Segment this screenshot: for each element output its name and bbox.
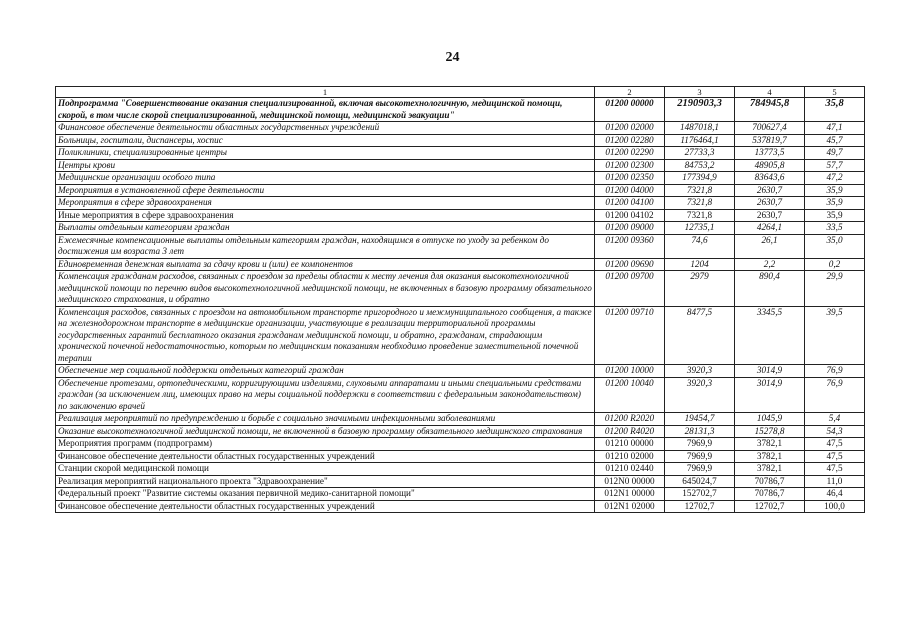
row-percent-value: 76,9: [805, 365, 865, 378]
row-name: Иные мероприятия в сфере здравоохранения: [56, 209, 595, 222]
row-percent-value: 11,0: [805, 475, 865, 488]
column-number-3: 3: [665, 87, 735, 98]
row-plan-value: 645024,7: [665, 475, 735, 488]
table-row: [56, 438, 865, 451]
row-name: Реализация мероприятий национального проекта "Здравоохранение": [56, 475, 595, 488]
row-name: Ежемесячные компенсационные выплаты отдельным категориям граждан, находящимся в отпуске по уходу за ребенком до достижения им возраста 3 лет: [56, 234, 595, 258]
row-fact-value: 2630,7: [735, 197, 805, 210]
row-code: 01200 10000: [595, 365, 665, 378]
row-plan-value: 84753,2: [665, 159, 735, 172]
table-row: [56, 271, 865, 307]
budget-table-body: [56, 87, 865, 513]
row-percent-value: 47,5: [805, 463, 865, 476]
row-plan-value: 3920,3: [665, 377, 735, 413]
column-number-5: 5: [805, 87, 865, 98]
row-fact-value: 3782,1: [735, 438, 805, 451]
row-code: 01200 R4020: [595, 425, 665, 438]
row-percent-value: 35,0: [805, 234, 865, 258]
row-name: Подпрограмма "Совершенствование оказания специализированной, включая высокотехнологичную, медицинской помощи, скорой, в том числе скорой специализированной, медицинской помощи, медицинской эвакуации": [56, 98, 595, 122]
row-percent-value: 5,4: [805, 413, 865, 426]
row-plan-value: 2190903,3: [665, 98, 735, 122]
row-percent-value: 33,5: [805, 222, 865, 235]
table-row: [56, 134, 865, 147]
row-fact-value: 48905,8: [735, 159, 805, 172]
row-plan-value: 8477,5: [665, 306, 735, 365]
row-code: 01200 09000: [595, 222, 665, 235]
row-name: Единовременная денежная выплата за сдачу крови и (или) ее компонентов: [56, 258, 595, 271]
row-plan-value: 7321,8: [665, 209, 735, 222]
row-plan-value: 12702,7: [665, 500, 735, 513]
row-percent-value: 57,7: [805, 159, 865, 172]
table-row: [56, 306, 865, 365]
table-row: [56, 365, 865, 378]
row-percent-value: 47,5: [805, 450, 865, 463]
row-fact-value: 2630,7: [735, 184, 805, 197]
row-fact-value: 83643,6: [735, 172, 805, 185]
table-row: [56, 413, 865, 426]
row-percent-value: 76,9: [805, 377, 865, 413]
row-code: 01200 02290: [595, 147, 665, 160]
column-number-4: 4: [735, 87, 805, 98]
row-code: 01200 04000: [595, 184, 665, 197]
row-fact-value: 26,1: [735, 234, 805, 258]
row-code: 01210 02440: [595, 463, 665, 476]
row-plan-value: 7969,9: [665, 438, 735, 451]
row-fact-value: 70786,7: [735, 488, 805, 501]
row-percent-value: 49,7: [805, 147, 865, 160]
budget-table: [55, 86, 865, 513]
row-name: Федеральный проект "Развитие системы оказания первичной медико-санитарной помощи": [56, 488, 595, 501]
row-plan-value: 152702,7: [665, 488, 735, 501]
row-percent-value: 100,0: [805, 500, 865, 513]
row-percent-value: 47,1: [805, 122, 865, 135]
table-row: [56, 377, 865, 413]
row-code: 01200 09690: [595, 258, 665, 271]
row-name: Финансовое обеспечение деятельности областных государственных учреждений: [56, 450, 595, 463]
table-row: [56, 450, 865, 463]
column-number-1: 1: [56, 87, 595, 98]
row-percent-value: 35,9: [805, 184, 865, 197]
row-code: 01210 00000: [595, 438, 665, 451]
row-name: Мероприятия программ (подпрограмм): [56, 438, 595, 451]
row-plan-value: 7321,8: [665, 184, 735, 197]
column-number-2: 2: [595, 87, 665, 98]
row-name: Мероприятия в установленной сфере деятельности: [56, 184, 595, 197]
row-fact-value: 784945,8: [735, 98, 805, 122]
row-code: 01200 09700: [595, 271, 665, 307]
row-name: Финансовое обеспечение деятельности областных государственных учреждений: [56, 500, 595, 513]
row-plan-value: 1487018,1: [665, 122, 735, 135]
row-plan-value: 7969,9: [665, 450, 735, 463]
row-plan-value: 7969,9: [665, 463, 735, 476]
row-plan-value: 12735,1: [665, 222, 735, 235]
row-code: 012N1 00000: [595, 488, 665, 501]
row-code: 01200 02300: [595, 159, 665, 172]
row-fact-value: 1045,9: [735, 413, 805, 426]
row-fact-value: 15278,8: [735, 425, 805, 438]
row-name: Компенсация гражданам расходов, связанных с проездом за пределы области к месту лечения для оказания высокотехнологичной медицинской помощи по перечню видов высокотехнологичной медицинской помощи, не включенных в базовую программу обязательного медицинского страхования, и обратно: [56, 271, 595, 307]
row-fact-value: 700627,4: [735, 122, 805, 135]
row-name: Больницы, госпитали, диспансеры, хоспис: [56, 134, 595, 147]
row-code: 01200 02280: [595, 134, 665, 147]
row-plan-value: 2979: [665, 271, 735, 307]
row-plan-value: 28131,3: [665, 425, 735, 438]
row-code: 012N1 02000: [595, 500, 665, 513]
row-code: 012N0 00000: [595, 475, 665, 488]
row-code: 01200 00000: [595, 98, 665, 122]
row-fact-value: 3014,9: [735, 365, 805, 378]
table-row: [56, 258, 865, 271]
table-row: [56, 500, 865, 513]
table-row: [56, 159, 865, 172]
row-plan-value: 177394,9: [665, 172, 735, 185]
row-code: 01200 02000: [595, 122, 665, 135]
row-plan-value: 3920,3: [665, 365, 735, 378]
row-name: Реализация мероприятий по предупреждению и борьбе с социально значимыми инфекционными заболеваниями: [56, 413, 595, 426]
row-fact-value: 3782,1: [735, 463, 805, 476]
row-percent-value: 46,4: [805, 488, 865, 501]
table-row: [56, 475, 865, 488]
row-percent-value: 29,9: [805, 271, 865, 307]
row-fact-value: 3014,9: [735, 377, 805, 413]
page-number: 24: [445, 50, 460, 65]
row-plan-value: 19454,7: [665, 413, 735, 426]
table-row: [56, 98, 865, 122]
row-percent-value: 35,9: [805, 209, 865, 222]
row-name: Компенсация расходов, связанных с проездом на автомобильном транспорте пригородного и межмуниципального сообщения, а также на железнодорожном транспорте в медицинские организации, участвующие в реализации территориальной программы государственных гарантий бесплатного оказания гражданам медицинской помощи, и обратно, гражданам, страдающим хронической почечной недостаточностью, которым по медицинским показаниям необходимо проведение заместительной почечной терапии: [56, 306, 595, 365]
row-percent-value: 0,2: [805, 258, 865, 271]
row-code: 01200 04102: [595, 209, 665, 222]
row-name: Обеспечение мер социальной поддержки отдельных категорий граждан: [56, 365, 595, 378]
row-percent-value: 54,3: [805, 425, 865, 438]
row-plan-value: 1176464,1: [665, 134, 735, 147]
table-row: [56, 184, 865, 197]
row-percent-value: 47,5: [805, 438, 865, 451]
table-row: [56, 147, 865, 160]
row-fact-value: 70786,7: [735, 475, 805, 488]
row-code: 01200 10040: [595, 377, 665, 413]
column-number-row: [56, 87, 865, 98]
row-percent-value: 35,8: [805, 98, 865, 122]
table-row: [56, 222, 865, 235]
table-row: [56, 209, 865, 222]
row-plan-value: 74,6: [665, 234, 735, 258]
row-name: Центры крови: [56, 159, 595, 172]
row-percent-value: 39,5: [805, 306, 865, 365]
table-row: [56, 197, 865, 210]
row-code: 01200 04100: [595, 197, 665, 210]
row-name: Выплаты отдельным категориям граждан: [56, 222, 595, 235]
row-code: 01200 09710: [595, 306, 665, 365]
row-fact-value: 13773,5: [735, 147, 805, 160]
row-percent-value: 35,9: [805, 197, 865, 210]
row-fact-value: 3782,1: [735, 450, 805, 463]
table-row: [56, 425, 865, 438]
row-plan-value: 27733,3: [665, 147, 735, 160]
row-plan-value: 1204: [665, 258, 735, 271]
row-name: Финансовое обеспечение деятельности областных государственных учреждений: [56, 122, 595, 135]
row-name: Поликлиники, специализированные центры: [56, 147, 595, 160]
row-name: Станции скорой медицинской помощи: [56, 463, 595, 476]
row-percent-value: 47,2: [805, 172, 865, 185]
table-row: [56, 234, 865, 258]
row-code: 01200 09360: [595, 234, 665, 258]
row-fact-value: 537819,7: [735, 134, 805, 147]
row-percent-value: 45,7: [805, 134, 865, 147]
row-plan-value: 7321,8: [665, 197, 735, 210]
table-row: [56, 122, 865, 135]
row-name: Оказание высокотехнологичной медицинской помощи, не включенной в базовую программу обязательного медицинского страхования: [56, 425, 595, 438]
row-code: 01210 02000: [595, 450, 665, 463]
row-name: Медицинские организации особого типа: [56, 172, 595, 185]
row-code: 01200 R2020: [595, 413, 665, 426]
row-fact-value: 12702,7: [735, 500, 805, 513]
row-fact-value: 4264,1: [735, 222, 805, 235]
row-fact-value: 2630,7: [735, 209, 805, 222]
row-name: Мероприятия в сфере здравоохранения: [56, 197, 595, 210]
table-row: [56, 172, 865, 185]
row-name: Обеспечение протезами, ортопедическими, корригирующими изделиями, слуховыми аппаратами и иными специальными средствами граждан (за исключением лиц, имеющих право на меры социальной поддержки в соответствии с федеральным законодательством) по заключению врачей: [56, 377, 595, 413]
row-code: 01200 02350: [595, 172, 665, 185]
row-fact-value: 2,2: [735, 258, 805, 271]
table-row: [56, 463, 865, 476]
table-row: [56, 488, 865, 501]
row-fact-value: 890,4: [735, 271, 805, 307]
row-fact-value: 3345,5: [735, 306, 805, 365]
